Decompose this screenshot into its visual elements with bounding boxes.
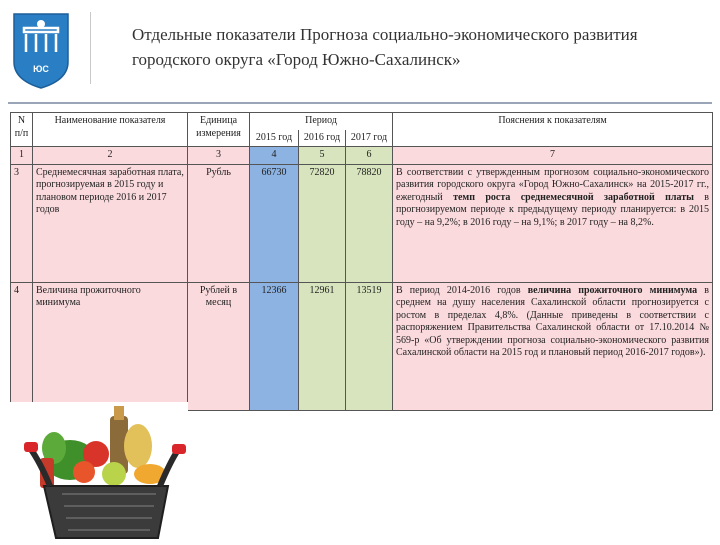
header-2016: 2016 год: [299, 130, 346, 147]
row-value-2017: 13519: [346, 282, 393, 410]
header-name: Наименование показателя: [33, 113, 188, 147]
col-number: 4: [250, 147, 299, 165]
header-num: N п/п: [11, 113, 33, 147]
row-num: 3: [11, 164, 33, 282]
row-name: Среднемесячная заработная плата, прогнозируемая в 2015 году и плановом периоде 2016 и 2017 годов: [33, 164, 188, 282]
col-number: 2: [33, 147, 188, 165]
row-num: 4: [11, 282, 33, 410]
col-number: 1: [11, 147, 33, 165]
header-period: Период: [250, 113, 393, 130]
header-2015: 2015 год: [250, 130, 299, 147]
logo-text: ЮС: [33, 64, 49, 74]
header-unit: Единица измерения: [188, 113, 250, 147]
header-notes: Пояснения к показателям: [393, 113, 713, 147]
row-note: В период 2014-2016 годов величина прожиточного минимума в среднем на душу населения Сахалинской области прогнозируется с ростом в пределах 4,8%. (Данные приведены в соответствии с распоряжением Правительства Сахалинской области от 17.10.2014 № 569-р «Об утверждении прогноза социально-экономического развития Сахалинской области на 2015 год и плановый период 2016-2017 годов»).: [393, 282, 713, 410]
row-value-2015: 66730: [250, 164, 299, 282]
table-row: [11, 164, 713, 282]
header-2017: 2017 год: [346, 130, 393, 147]
row-value-2016: 12961: [299, 282, 346, 410]
col-number: 5: [299, 147, 346, 165]
col-number: 7: [393, 147, 713, 165]
row-unit: Рубль: [188, 164, 250, 282]
row-value-2016: 72820: [299, 164, 346, 282]
city-coat-of-arms-icon: [10, 10, 72, 90]
row-value-2017: 78820: [346, 164, 393, 282]
page-title: Отдельные показатели Прогноза социально-экономического развития городского округа «Город Южно-Сахалинск»: [132, 25, 638, 69]
row-name: Величина прожиточного минимума: [33, 282, 188, 410]
table-row: [11, 282, 713, 410]
col-number: 6: [346, 147, 393, 165]
column-number-row: [11, 147, 713, 165]
header-divider: [90, 12, 91, 84]
row-unit: Рублей в месяц: [188, 282, 250, 410]
grocery-basket-image: [10, 402, 188, 540]
row-note: В соответствии с утвержденным прогнозом социально-экономического развития городского округа «Город Южно-Сахалинск» на 2015-2017 гг., ежегодный темп роста среднемесячной заработной платы в прогнозируемом периоде к предыдущему периоду планируется: в 2015 году – на 9,2%; в 2016 году – на 9,1%; в 2017 году – на 8,2%.: [393, 164, 713, 282]
col-number: 3: [188, 147, 250, 165]
indicators-table: [10, 112, 713, 411]
table-header-row: [11, 113, 713, 130]
title-rule: [8, 102, 712, 104]
row-value-2015: 12366: [250, 282, 299, 410]
